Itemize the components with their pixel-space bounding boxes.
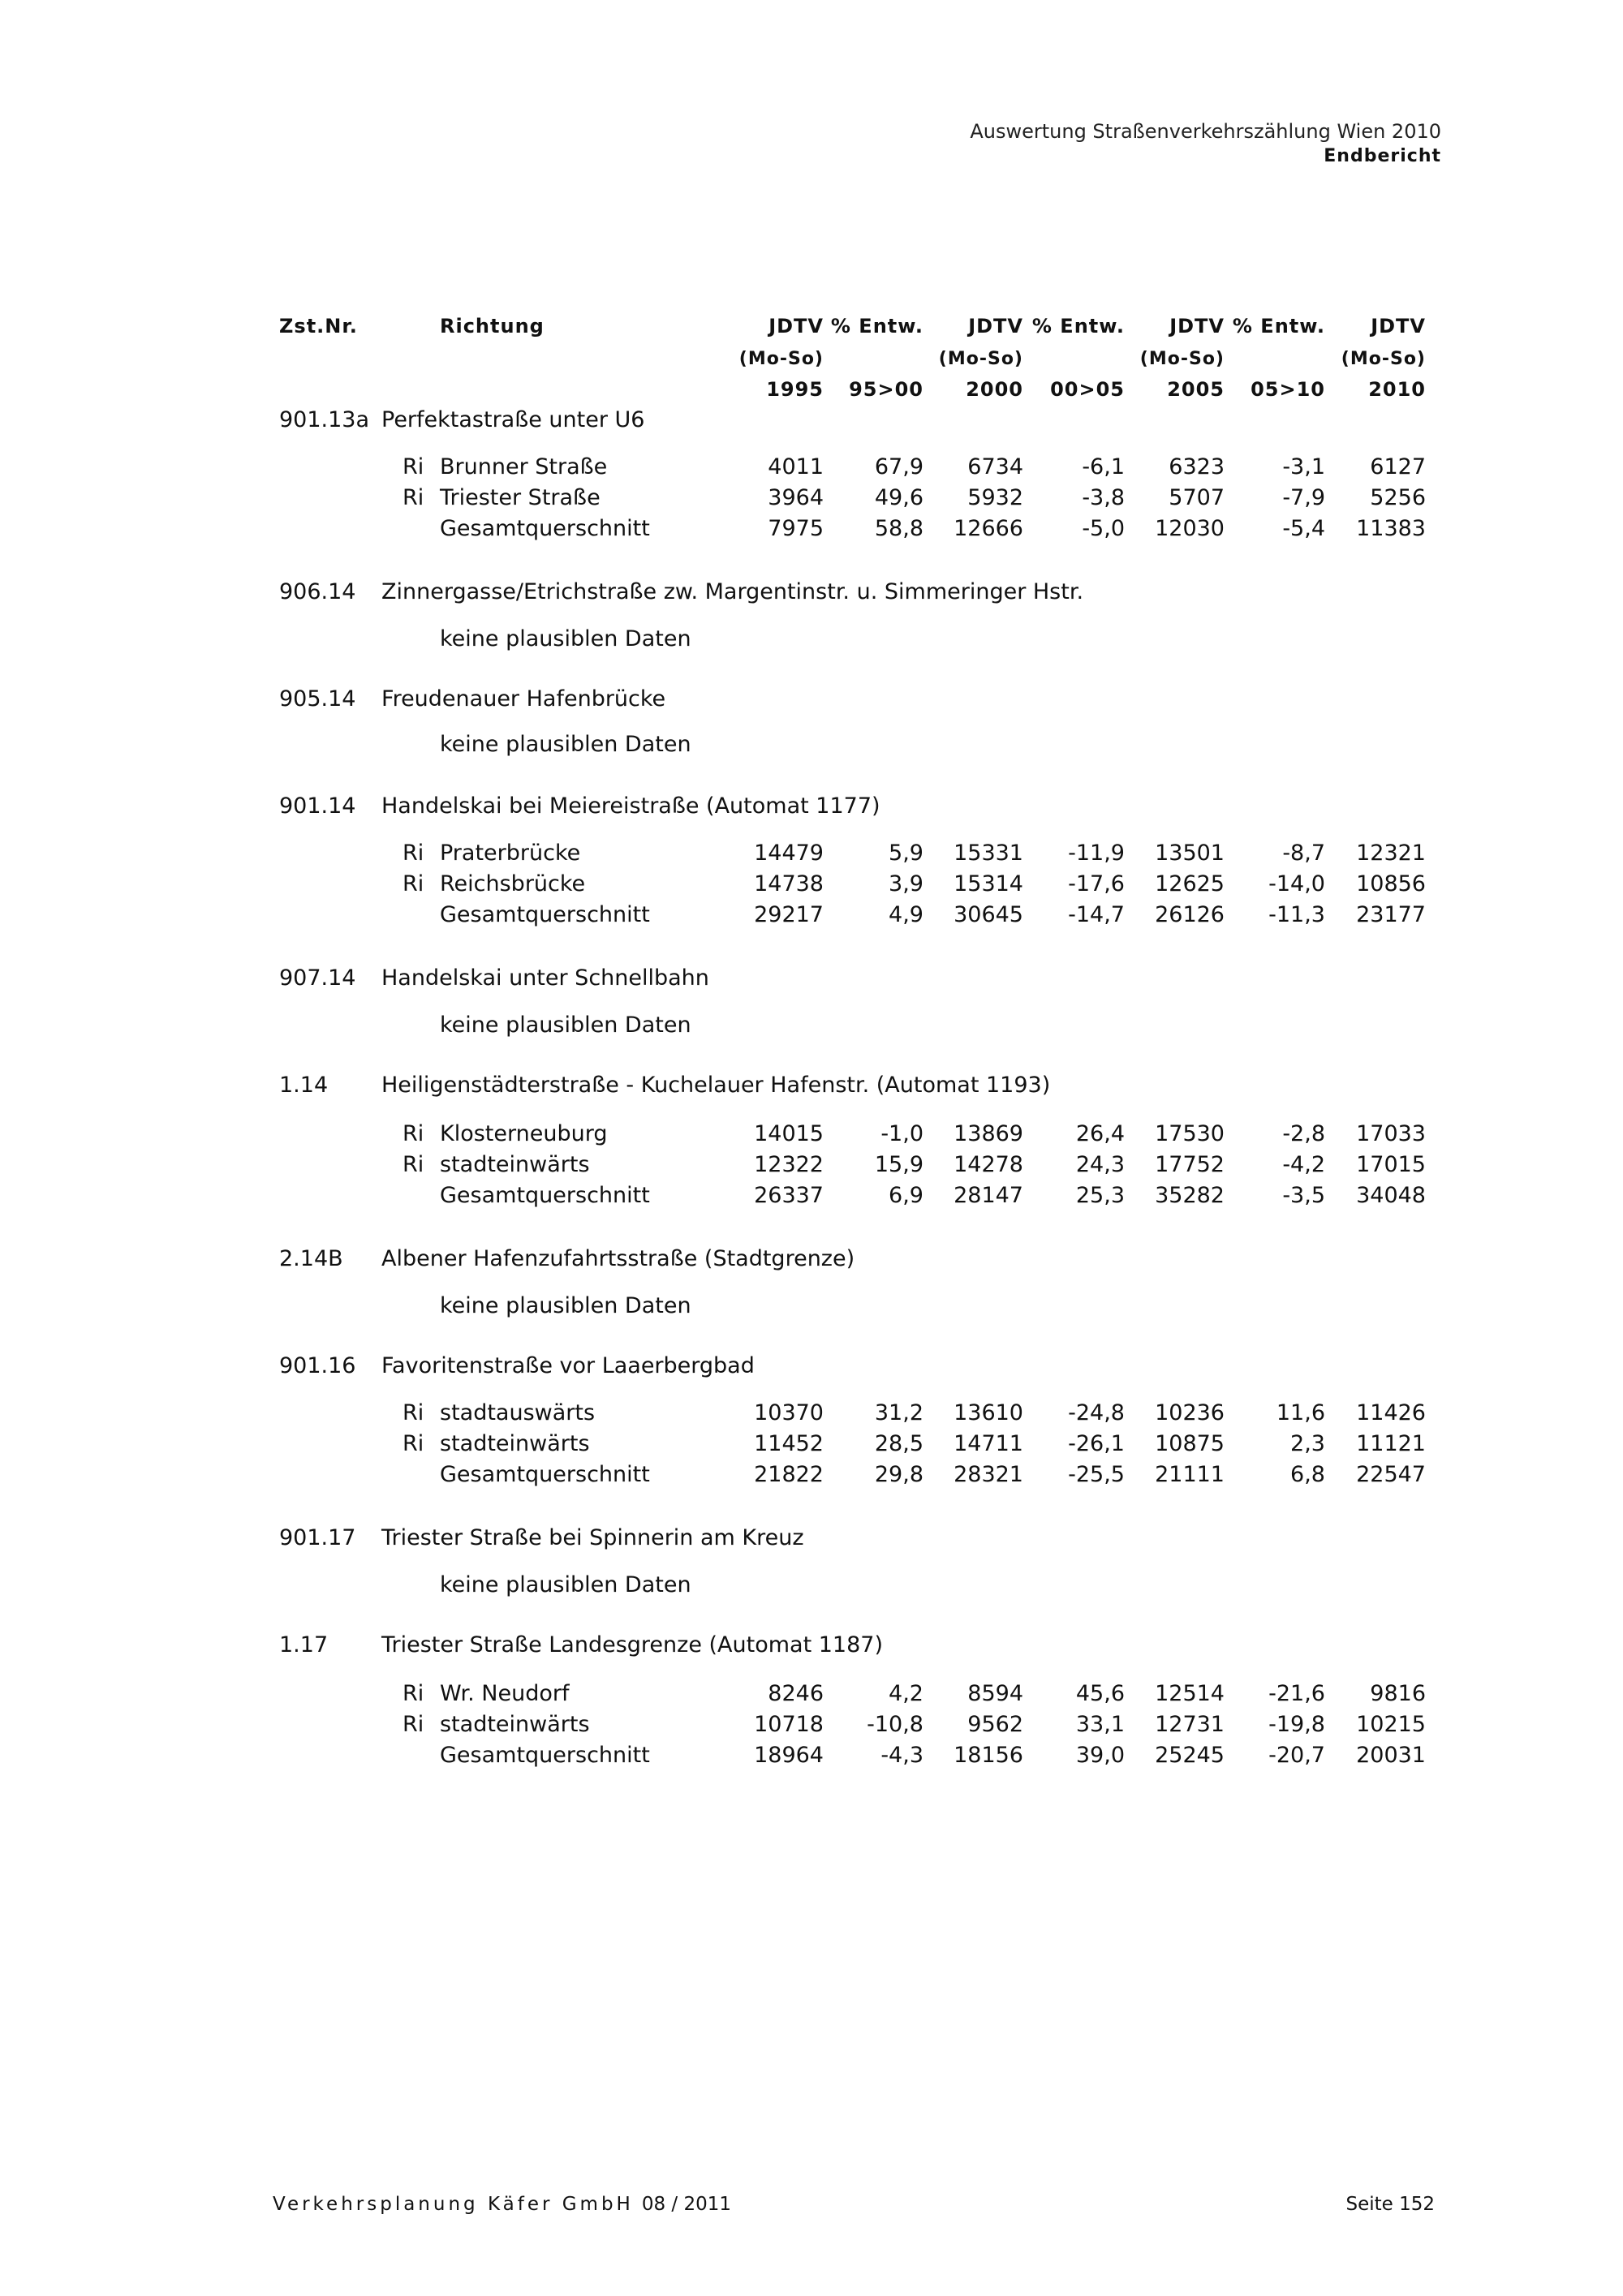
cell-jdtv-2010: 6127 xyxy=(1370,454,1426,479)
cell-entw-05-10: 2,3 xyxy=(1290,1431,1325,1456)
cell-jdtv-1995: 21822 xyxy=(754,1462,824,1487)
cell-jdtv-2010: 9816 xyxy=(1370,1681,1426,1706)
cell-jdtv-2000: 9562 xyxy=(967,1712,1023,1737)
cell-jdtv-2000: 13869 xyxy=(954,1121,1023,1146)
cell-jdtv-2005: 17530 xyxy=(1155,1121,1225,1146)
row-ri: Ri xyxy=(403,1712,424,1737)
row-name: stadtauswärts xyxy=(440,1400,596,1425)
col-zst: Zst.Nr. xyxy=(279,315,358,338)
cell-entw-00-05: -26,1 xyxy=(1068,1431,1125,1456)
col-mo-so-2: (Mo-So) xyxy=(938,349,1023,369)
no-data-note: keine plausiblen Daten xyxy=(440,1293,691,1318)
row-ri: Ri xyxy=(403,1152,424,1177)
cell-jdtv-2000: 28321 xyxy=(954,1462,1023,1487)
col-jdtv-2010: JDTV xyxy=(1371,315,1426,338)
cell-jdtv-2005: 10236 xyxy=(1155,1400,1225,1425)
cell-entw-05-10: -19,8 xyxy=(1268,1712,1325,1737)
row-ri: Ri xyxy=(403,871,424,896)
cell-entw-95-00: 3,9 xyxy=(889,871,923,896)
cell-jdtv-2005: 35282 xyxy=(1155,1183,1225,1208)
cell-jdtv-2005: 12625 xyxy=(1155,871,1225,896)
row-name: Reichsbrücke xyxy=(440,871,586,896)
cell-entw-05-10: 11,6 xyxy=(1276,1400,1325,1425)
row-ri: Ri xyxy=(403,841,424,866)
cell-jdtv-2000: 14278 xyxy=(954,1152,1023,1177)
cell-entw-95-00: 58,8 xyxy=(874,516,923,541)
col-year-2000: 2000 xyxy=(966,378,1023,401)
cell-entw-95-00: 49,6 xyxy=(874,485,923,510)
cell-entw-95-00: 6,9 xyxy=(889,1183,923,1208)
col-jdtv-1995: JDTV xyxy=(768,315,824,338)
cell-entw-00-05: -3,8 xyxy=(1082,485,1125,510)
cell-entw-05-10: -3,1 xyxy=(1282,454,1325,479)
cell-jdtv-2005: 13501 xyxy=(1155,841,1225,866)
cell-entw-95-00: -1,0 xyxy=(880,1121,923,1146)
cell-jdtv-2010: 11426 xyxy=(1356,1400,1426,1425)
col-year-2010: 2010 xyxy=(1368,378,1426,401)
row-name: Praterbrücke xyxy=(440,841,581,866)
station-id: 1.17 xyxy=(279,1632,329,1658)
cell-entw-05-10: 6,8 xyxy=(1290,1462,1325,1487)
station-title: Zinnergasse/Etrichstraße zw. Margentinstr. u. Simmeringer Hstr. xyxy=(381,579,1084,604)
col-richtung: Richtung xyxy=(440,315,545,338)
row-ri: Ri xyxy=(403,1400,424,1425)
station-title: Triester Straße bei Spinnerin am Kreuz xyxy=(381,1525,804,1550)
col-period-00-05: 00>05 xyxy=(1050,378,1125,401)
cell-entw-00-05: -24,8 xyxy=(1068,1400,1125,1425)
cell-entw-95-00: 15,9 xyxy=(874,1152,923,1177)
station-id: 906.14 xyxy=(279,579,356,604)
station-id: 907.14 xyxy=(279,965,356,991)
cell-entw-05-10: -14,0 xyxy=(1268,871,1325,896)
cell-jdtv-2000: 12666 xyxy=(954,516,1023,541)
cell-jdtv-2000: 28147 xyxy=(954,1183,1023,1208)
row-name: Gesamtquerschnitt xyxy=(440,1743,650,1768)
footer-company xyxy=(273,2194,731,2215)
station-id: 1.14 xyxy=(279,1073,329,1098)
cell-jdtv-2000: 15314 xyxy=(954,871,1023,896)
cell-jdtv-2000: 18156 xyxy=(954,1743,1023,1768)
station-id: 901.17 xyxy=(279,1525,356,1550)
col-mo-so-1: (Mo-So) xyxy=(738,349,824,369)
cell-entw-95-00: 31,2 xyxy=(874,1400,923,1425)
cell-jdtv-2010: 20031 xyxy=(1356,1743,1426,1768)
cell-entw-95-00: 4,2 xyxy=(889,1681,923,1706)
cell-jdtv-2005: 12514 xyxy=(1155,1681,1225,1706)
row-name: Triester Straße xyxy=(440,485,601,510)
cell-entw-00-05: 26,4 xyxy=(1075,1121,1125,1146)
cell-jdtv-1995: 14015 xyxy=(754,1121,824,1146)
cell-jdtv-2010: 12321 xyxy=(1356,841,1426,866)
cell-jdtv-2005: 21111 xyxy=(1155,1462,1225,1487)
col-year-2005: 2005 xyxy=(1167,378,1225,401)
cell-entw-00-05: -6,1 xyxy=(1082,454,1125,479)
cell-jdtv-2010: 11383 xyxy=(1356,516,1426,541)
cell-entw-95-00: 29,8 xyxy=(874,1462,923,1487)
row-name: Wr. Neudorf xyxy=(440,1681,570,1706)
cell-entw-95-00: -4,3 xyxy=(880,1743,923,1768)
cell-jdtv-1995: 14479 xyxy=(754,841,824,866)
cell-entw-95-00: 28,5 xyxy=(874,1431,923,1456)
cell-jdtv-2005: 6323 xyxy=(1169,454,1225,479)
cell-entw-95-00: 67,9 xyxy=(874,454,923,479)
row-name: Gesamtquerschnitt xyxy=(440,516,650,541)
row-name: Gesamtquerschnitt xyxy=(440,1183,650,1208)
station-title: Perfektastraße unter U6 xyxy=(381,407,645,432)
cell-jdtv-1995: 18964 xyxy=(754,1743,824,1768)
cell-jdtv-2010: 11121 xyxy=(1356,1431,1426,1456)
cell-jdtv-2000: 13610 xyxy=(954,1400,1023,1425)
cell-jdtv-2005: 10875 xyxy=(1155,1431,1225,1456)
cell-jdtv-2000: 30645 xyxy=(954,902,1023,927)
station-title: Heiligenstädterstraße - Kuchelauer Hafenstr. (Automat 1193) xyxy=(381,1073,1051,1098)
cell-entw-00-05: -14,7 xyxy=(1068,902,1125,927)
no-data-note: keine plausiblen Daten xyxy=(440,1572,691,1597)
no-data-note: keine plausiblen Daten xyxy=(440,1013,691,1038)
row-ri: Ri xyxy=(403,1121,424,1146)
col-entw-05-10: % Entw. xyxy=(1232,315,1325,338)
report-title: Auswertung Straßenverkehrszählung Wien 2010 xyxy=(970,120,1441,143)
cell-entw-00-05: 45,6 xyxy=(1075,1681,1125,1706)
station-title: Triester Straße Landesgrenze (Automat 1187) xyxy=(381,1632,883,1658)
cell-entw-05-10: -20,7 xyxy=(1268,1743,1325,1768)
cell-jdtv-1995: 8246 xyxy=(768,1681,824,1706)
cell-jdtv-1995: 10370 xyxy=(754,1400,824,1425)
cell-jdtv-2005: 5707 xyxy=(1169,485,1225,510)
row-ri: Ri xyxy=(403,1681,424,1706)
cell-jdtv-1995: 4011 xyxy=(768,454,824,479)
cell-entw-05-10: -21,6 xyxy=(1268,1681,1325,1706)
station-title: Favoritenstraße vor Laaerbergbad xyxy=(381,1353,755,1378)
cell-jdtv-2005: 26126 xyxy=(1155,902,1225,927)
cell-jdtv-2005: 17752 xyxy=(1155,1152,1225,1177)
cell-jdtv-2000: 14711 xyxy=(954,1431,1023,1456)
cell-jdtv-2005: 12731 xyxy=(1155,1712,1225,1737)
station-id: 901.16 xyxy=(279,1353,356,1378)
station-id: 2.14B xyxy=(279,1246,343,1271)
col-period-05-10: 05>10 xyxy=(1251,378,1325,401)
footer-page-number: Seite 152 xyxy=(1345,2194,1435,2215)
station-title: Albener Hafenzufahrtsstraße (Stadtgrenze) xyxy=(381,1246,855,1271)
cell-jdtv-2005: 12030 xyxy=(1155,516,1225,541)
station-id: 901.13a xyxy=(279,407,370,432)
row-ri: Ri xyxy=(403,485,424,510)
station-title: Handelskai bei Meiereistraße (Automat 1177) xyxy=(381,793,880,819)
cell-entw-05-10: -5,4 xyxy=(1282,516,1325,541)
cell-entw-95-00: 5,9 xyxy=(889,841,923,866)
cell-entw-95-00: -10,8 xyxy=(867,1712,923,1737)
cell-jdtv-1995: 12322 xyxy=(754,1152,824,1177)
station-id: 905.14 xyxy=(279,686,356,712)
row-name: stadteinwärts xyxy=(440,1152,590,1177)
cell-entw-05-10: -7,9 xyxy=(1282,485,1325,510)
col-mo-so-4: (Mo-So) xyxy=(1341,349,1426,369)
col-entw-00-05: % Entw. xyxy=(1031,315,1125,338)
footer-date: 08 / 2011 xyxy=(641,2194,732,2215)
cell-jdtv-1995: 14738 xyxy=(754,871,824,896)
cell-entw-00-05: -25,5 xyxy=(1068,1462,1125,1487)
cell-entw-00-05: -5,0 xyxy=(1082,516,1125,541)
cell-entw-05-10: -3,5 xyxy=(1282,1183,1325,1208)
row-name: stadteinwärts xyxy=(440,1712,590,1737)
no-data-note: keine plausiblen Daten xyxy=(440,732,691,757)
cell-jdtv-2010: 34048 xyxy=(1356,1183,1426,1208)
cell-entw-00-05: 33,1 xyxy=(1075,1712,1125,1737)
cell-jdtv-2010: 10215 xyxy=(1356,1712,1426,1737)
cell-jdtv-1995: 3964 xyxy=(768,485,824,510)
row-name: Klosterneuburg xyxy=(440,1121,608,1146)
col-jdtv-2000: JDTV xyxy=(968,315,1023,338)
station-id: 901.14 xyxy=(279,793,356,819)
cell-jdtv-2010: 17033 xyxy=(1356,1121,1426,1146)
cell-entw-05-10: -4,2 xyxy=(1282,1152,1325,1177)
report-subtitle: Endbericht xyxy=(1324,146,1441,166)
cell-jdtv-2010: 23177 xyxy=(1356,902,1426,927)
cell-jdtv-2000: 6734 xyxy=(967,454,1023,479)
cell-jdtv-2010: 22547 xyxy=(1356,1462,1426,1487)
cell-jdtv-2000: 8594 xyxy=(967,1681,1023,1706)
cell-entw-00-05: 25,3 xyxy=(1075,1183,1125,1208)
cell-jdtv-1995: 26337 xyxy=(754,1183,824,1208)
cell-entw-00-05: -11,9 xyxy=(1068,841,1125,866)
footer-company-name: Verkehrsplanung Käfer GmbH xyxy=(273,2194,634,2215)
col-year-1995: 1995 xyxy=(766,378,824,401)
row-name: Gesamtquerschnitt xyxy=(440,1462,650,1487)
cell-jdtv-1995: 29217 xyxy=(754,902,824,927)
col-entw-95-00: % Entw. xyxy=(830,315,923,338)
cell-entw-00-05: 39,0 xyxy=(1075,1743,1125,1768)
cell-jdtv-2000: 5932 xyxy=(967,485,1023,510)
station-title: Freudenauer Hafenbrücke xyxy=(381,686,666,712)
col-period-95-00: 95>00 xyxy=(849,378,923,401)
col-mo-so-3: (Mo-So) xyxy=(1139,349,1225,369)
cell-entw-00-05: -17,6 xyxy=(1068,871,1125,896)
row-name: stadteinwärts xyxy=(440,1431,590,1456)
cell-jdtv-2000: 15331 xyxy=(954,841,1023,866)
row-name: Gesamtquerschnitt xyxy=(440,902,650,927)
cell-entw-00-05: 24,3 xyxy=(1075,1152,1125,1177)
cell-jdtv-2010: 10856 xyxy=(1356,871,1426,896)
cell-jdtv-1995: 11452 xyxy=(754,1431,824,1456)
cell-jdtv-1995: 7975 xyxy=(768,516,824,541)
cell-jdtv-2010: 17015 xyxy=(1356,1152,1426,1177)
cell-jdtv-2005: 25245 xyxy=(1155,1743,1225,1768)
cell-entw-05-10: -8,7 xyxy=(1282,841,1325,866)
cell-jdtv-1995: 10718 xyxy=(754,1712,824,1737)
row-name: Brunner Straße xyxy=(440,454,608,479)
col-jdtv-2005: JDTV xyxy=(1169,315,1225,338)
cell-jdtv-2010: 5256 xyxy=(1370,485,1426,510)
no-data-note: keine plausiblen Daten xyxy=(440,626,691,651)
row-ri: Ri xyxy=(403,454,424,479)
cell-entw-05-10: -11,3 xyxy=(1268,902,1325,927)
row-ri: Ri xyxy=(403,1431,424,1456)
cell-entw-95-00: 4,9 xyxy=(889,902,923,927)
station-title: Handelskai unter Schnellbahn xyxy=(381,965,709,991)
cell-entw-05-10: -2,8 xyxy=(1282,1121,1325,1146)
